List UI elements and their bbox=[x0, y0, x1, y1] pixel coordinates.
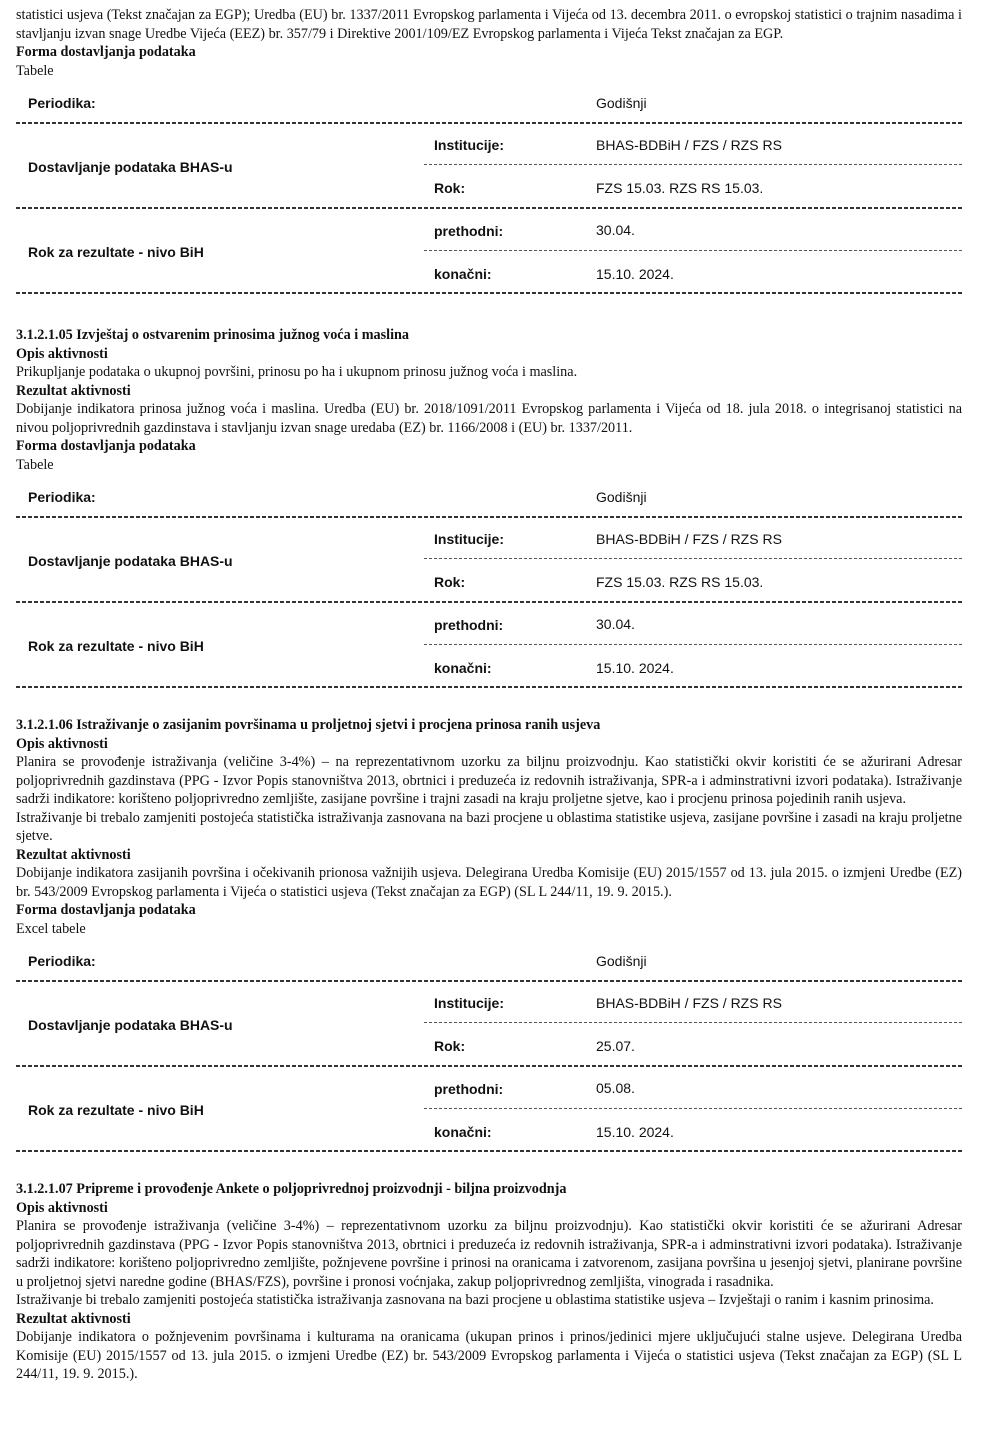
prethodni-value: 05.08. bbox=[596, 1080, 635, 1096]
opis-heading: Opis aktivnosti bbox=[16, 1199, 108, 1216]
institucije-value: BHAS-BDBiH / FZS / RZS RS bbox=[596, 137, 782, 153]
opis-text-106-2: Istraživanje bi trebalo zamjeniti postojeća statistička istraživanja zasnovana na bazi procjene u oblastima statistike usjeva, zasijane površine i zasadi na kraju proljetne sjetve. bbox=[16, 809, 962, 844]
konacni-label: konačni: bbox=[434, 266, 492, 282]
dostavljanje-label: Dostavljanje podataka BHAS-u bbox=[28, 553, 233, 569]
rok-rezultate-label: Rok za rezultate - nivo BiH bbox=[28, 244, 204, 260]
divider bbox=[16, 686, 962, 688]
rezultat-heading: Rezultat aktivnosti bbox=[16, 846, 131, 863]
document-page bbox=[16, 6, 962, 1384]
prethodni-value: 30.04. bbox=[596, 616, 635, 632]
periodika-label: Periodika: bbox=[28, 953, 96, 969]
rok-label: Rok: bbox=[434, 574, 466, 590]
rok-label: Rok: bbox=[434, 180, 466, 196]
opis-text-107-1: Planira se provođenje istraživanja (veličine 3-4%) – reprezentativnom uzorku za biljnu proizvodnju). Kao statistički okvir koristiti će se ažurirani Adresar poljoprivrednih gazdinstava (PPG - Izvor Popis stanovništva 2013, obrtnici i preduzeća iz redovnih istraživanja, SPR-a i adminstrativni izvori podataka). Istraživanje sadrži indikatore: korišteno poljoprivredno zemljište, požnjevene površine i prinosi na oranicama i zatvorenom, zasijana površina u jesenjoj sjetvi, planirane površine u proljetnoj sjetvi naredne godine (BHAS/FZS), površine i pronosi voćnjaka, zakup poljoprivrednog zemljišta, vinograda i rasadnika. bbox=[16, 1218, 962, 1290]
konacni-value: 15.10. 2024. bbox=[596, 660, 674, 676]
konacni-value: 15.10. 2024. bbox=[596, 1124, 674, 1140]
divider bbox=[16, 122, 962, 124]
rok-rezultate-label: Rok za rezultate - nivo BiH bbox=[28, 638, 204, 654]
divider bbox=[16, 601, 962, 603]
forma-value: Tabele bbox=[16, 62, 54, 79]
delivery-table-1 bbox=[16, 80, 962, 308]
divider bbox=[16, 980, 962, 982]
rok-value: FZS 15.03. RZS RS 15.03. bbox=[596, 180, 764, 196]
opis-text-105: Prikupljanje podataka o ukupnoj površini, prinosu po ha i ukupnom prinosu južnog voća i maslina. bbox=[16, 364, 578, 380]
periodika-label: Periodika: bbox=[28, 489, 96, 505]
intro-paragraph: statistici usjeva (Tekst značajan za EGP); Uredba (EU) br. 1337/2011 Evropskog parlamenta i Vijeća od 13. decembra 2011. o evropskoj statistici o trajnim nasadima i stavljanju izvan snage Uredbe Vijeća (EEZ) br. 357/79 i Direktive 2001/109/EZ Evropskog parlamenta i Vijeća Tekst značajan za EGP. bbox=[16, 7, 962, 42]
opis-text-106-1: Planira se provođenje istraživanja (veličine 3-4%) – na reprezentativnom uzorku za biljnu proizvodnju. Kao statistički okvir koristiti će se ažurirani Adresar poljoprivrednih gazdinstava (PPG - Izvor Popis stanovništva 2013, obrtnici i preduzeća iz redovnih istraživanja, SPR-a i adminstrativni izvori podataka). Istraživanje sadrži indikatore: korišteno poljoprivredno zemljište, zasijane površine i trajni zasadi na kraju proljetne sjetve, kao i procjenu prinosa pojedinih ranih usjeva. bbox=[16, 754, 962, 807]
dostavljanje-label: Dostavljanje podataka BHAS-u bbox=[28, 159, 233, 175]
opis-heading: Opis aktivnosti bbox=[16, 735, 108, 752]
divider bbox=[16, 1065, 962, 1067]
rok-label: Rok: bbox=[434, 1038, 466, 1054]
prethodni-label: prethodni: bbox=[434, 617, 504, 633]
prethodni-value: 30.04. bbox=[596, 222, 635, 238]
prethodni-label: prethodni: bbox=[434, 223, 504, 239]
institucije-value: BHAS-BDBiH / FZS / RZS RS bbox=[596, 995, 782, 1011]
divider bbox=[16, 516, 962, 518]
dostavljanje-label: Dostavljanje podataka BHAS-u bbox=[28, 1017, 233, 1033]
divider bbox=[424, 1022, 962, 1023]
rezultat-heading: Rezultat aktivnosti bbox=[16, 1310, 131, 1327]
delivery-table-105 bbox=[16, 474, 962, 702]
divider bbox=[16, 207, 962, 209]
divider bbox=[16, 292, 962, 294]
institucije-label: Institucije: bbox=[434, 995, 505, 1011]
periodika-value: Godišnji bbox=[596, 489, 647, 505]
divider bbox=[424, 558, 962, 559]
forma-heading: Forma dostavljanja podataka bbox=[16, 44, 196, 60]
konacni-label: konačni: bbox=[434, 1124, 492, 1140]
divider bbox=[424, 250, 962, 251]
divider bbox=[16, 1150, 962, 1152]
divider bbox=[424, 164, 962, 165]
rok-value: FZS 15.03. RZS RS 15.03. bbox=[596, 574, 764, 590]
forma-heading: Forma dostavljanja podataka bbox=[16, 438, 196, 454]
periodika-value: Godišnji bbox=[596, 953, 647, 969]
rezultat-text-105: Dobijanje indikatora prinosa južnog voća i maslina. Uredba (EU) br. 2018/1091/2011 Evropskog parlamenta i Vijeća od 18. jula 2018. o integrisanoj statistici na nivou poljoprivrednih gazdinstava i stavljanju izvan snage uredaba (EZ) br. 1166/2008 i (EU) br. 1337/2011. bbox=[16, 401, 962, 436]
rok-rezultate-label: Rok za rezultate - nivo BiH bbox=[28, 1102, 204, 1118]
prethodni-label: prethodni: bbox=[434, 1081, 504, 1097]
divider bbox=[424, 644, 962, 645]
section-title-105: 3.1.2.1.05 Izvještaj o ostvarenim prinosima južnog voća i maslina bbox=[16, 327, 410, 343]
periodika-value: Godišnji bbox=[596, 95, 647, 111]
institucije-value: BHAS-BDBiH / FZS / RZS RS bbox=[596, 531, 782, 547]
institucije-label: Institucije: bbox=[434, 137, 505, 153]
forma-heading: Forma dostavljanja podataka bbox=[16, 902, 196, 918]
periodika-label: Periodika: bbox=[28, 95, 96, 111]
konacni-value: 15.10. 2024. bbox=[596, 266, 674, 282]
section-title-107: 3.1.2.1.07 Pripreme i provođenje Ankete o poljoprivrednoj proizvodnji - biljna proizvodnja bbox=[16, 1181, 567, 1197]
delivery-table-106 bbox=[16, 938, 962, 1166]
institucije-label: Institucije: bbox=[434, 531, 505, 547]
section-title-106: 3.1.2.1.06 Istraživanje o zasijanim površinama u proljetnoj sjetvi i procjena prinosa ranih usjeva bbox=[16, 717, 601, 733]
rok-value: 25.07. bbox=[596, 1038, 635, 1054]
forma-value-105: Tabele bbox=[16, 456, 54, 473]
forma-value-106: Excel tabele bbox=[16, 920, 86, 937]
rezultat-heading: Rezultat aktivnosti bbox=[16, 382, 131, 399]
divider bbox=[424, 1108, 962, 1109]
rezultat-text-107: Dobijanje indikatora o požnjevenim površinama i kulturama na oranicama (ukupan prinos i prinos/jedinici mjere uključujući stalne usjeve. Delegirana Uredba Komisije (EU) 2015/1557 od 13. jula 2015. o izmjeni Uredbe (EZ) br. 543/2009 Evropskog parlamenta i Vijeća o statistici usjeva (Tekst značajan za EGP) (SL L 244/11, 19. 9. 2015.). bbox=[16, 1329, 962, 1382]
opis-text-107-2: Istraživanje bi trebalo zamjeniti postojeća statistička istraživanja zasnovana na bazi procjene u oblastima statistike usjeva – Izvještaji o ranim i kasnim prinosima. bbox=[16, 1292, 934, 1308]
konacni-label: konačni: bbox=[434, 660, 492, 676]
opis-heading: Opis aktivnosti bbox=[16, 345, 108, 362]
rezultat-text-106: Dobijanje indikatora zasijanih površina i očekivanih prionosa važnijih usjeva. Delegirana Uredba Komisije (EU) 2015/1557 od 13. jula 2015. o izmjeni Uredbe (EZ) br. 543/2009 Evropskog parlamenta i Vijeća o statistici usjeva (Tekst značajan za EGP) (SL L 244/11, 19. 9. 2015.). bbox=[16, 865, 962, 900]
